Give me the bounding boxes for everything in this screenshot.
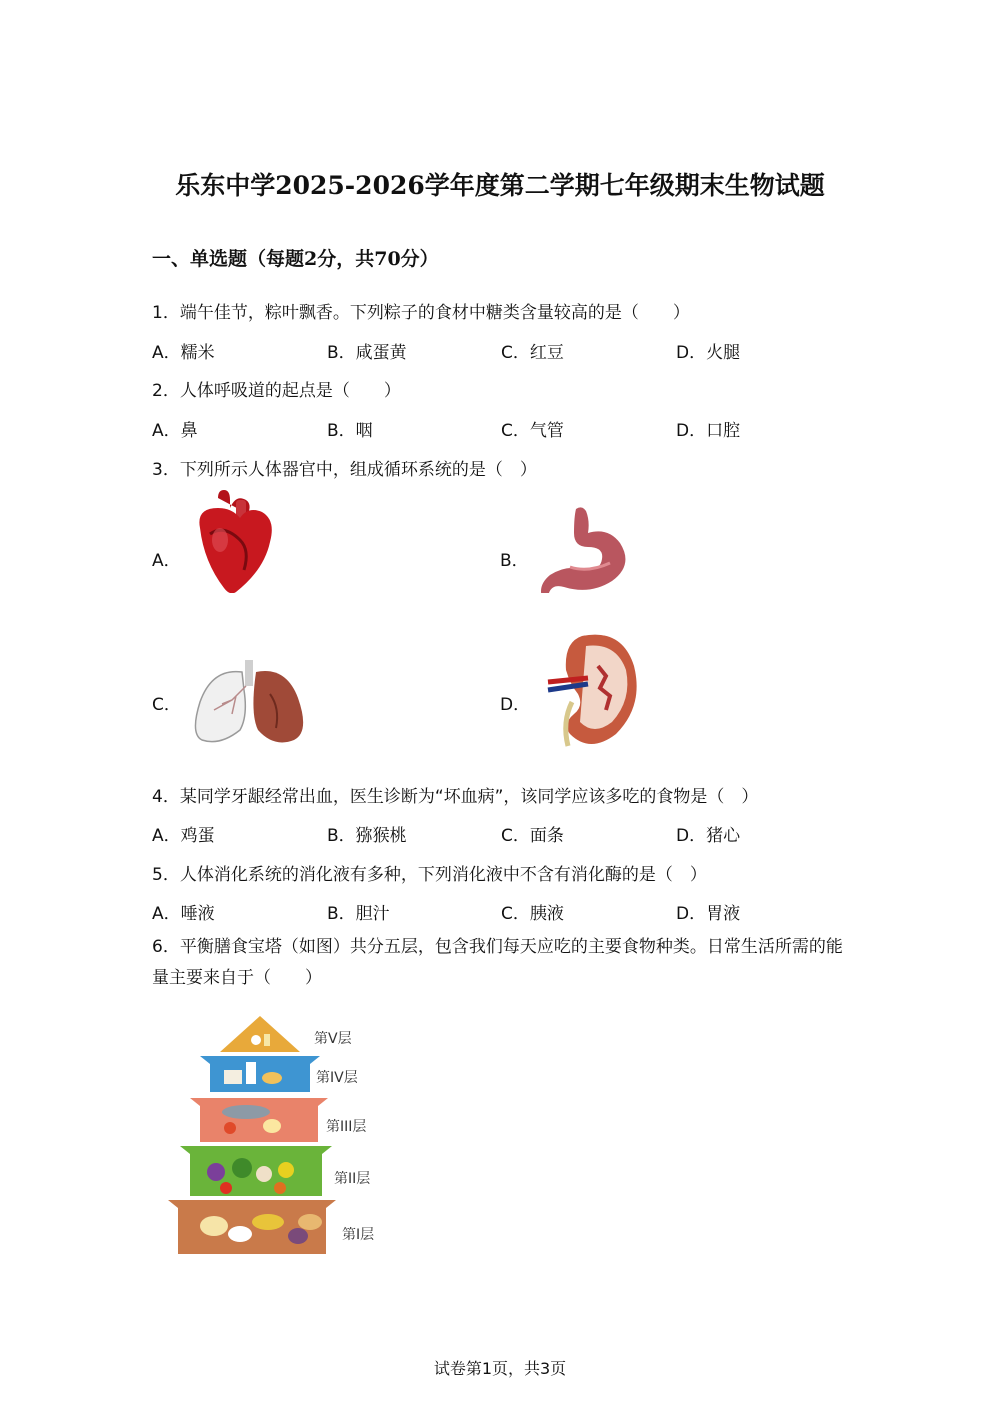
question-4-stem: 4．某同学牙龈经常出血，医生诊断为“坏血病”，该同学应该多吃的食物是（ ） <box>152 787 759 807</box>
lungs-image <box>190 658 308 744</box>
question-5-stem: 5．人体消化系统的消化液有多种，下列消化液中不含有消化酶的是（ ） <box>152 865 707 885</box>
stomach-image <box>540 505 632 593</box>
page-footer: 试卷第1页，共3页 <box>433 1359 567 1378</box>
food-pyramid-image <box>160 1012 400 1262</box>
pyramid-label-5: 第V层 <box>314 1031 352 1047</box>
section-heading: 一、单选题（每题2分，共70分） <box>152 248 439 270</box>
option-c: C．面条 <box>501 826 564 846</box>
option-a: A．糯米 <box>152 343 215 363</box>
pyramid-label-3: 第III层 <box>326 1119 367 1135</box>
option-b: B．胆汁 <box>327 904 390 924</box>
pyramid-level-4 <box>200 1056 320 1092</box>
option-d: D．口腔 <box>676 421 741 441</box>
page-title: 乐东中学2025-2026学年度第二学期七年级期末生物试题 <box>175 171 825 200</box>
pyramid-label-2: 第II层 <box>334 1171 371 1187</box>
pyramid-level-2 <box>180 1146 332 1196</box>
question-1-stem: 1．端午佳节，粽叶飘香。下列粽子的食材中糖类含量较高的是（ ） <box>152 303 690 323</box>
question-5-options <box>152 899 852 923</box>
option-a-label: A． <box>152 551 181 571</box>
question-6-stem: 6．平衡膳食宝塔（如图）共分五层，包含我们每天应吃的主要食物种类。日常生活所需的能量主要来自于（ ） <box>152 937 843 988</box>
option-c: C．气管 <box>501 421 564 441</box>
option-c: C．胰液 <box>501 904 564 924</box>
option-d: D．胃液 <box>676 904 741 924</box>
pyramid-label-1: 第I层 <box>342 1227 375 1243</box>
question-4-options <box>152 821 852 845</box>
option-b-label: B． <box>500 551 529 571</box>
option-c-label: C． <box>152 695 181 715</box>
question-2-stem: 2．人体呼吸道的起点是（ ） <box>152 381 401 401</box>
option-d: D．火腿 <box>676 343 741 363</box>
heart-image <box>190 488 275 593</box>
option-d: D．猪心 <box>676 826 741 846</box>
pyramid-level-3 <box>190 1098 328 1142</box>
option-d-label: D． <box>500 695 531 715</box>
option-a: A．鼻 <box>152 421 198 441</box>
option-b: B．咸蛋黄 <box>327 343 407 363</box>
option-b: B．猕猴桃 <box>327 826 407 846</box>
pyramid-level-5 <box>220 1016 300 1052</box>
pyramid-label-4: 第IV层 <box>316 1070 358 1086</box>
question-2-options <box>152 416 852 440</box>
kidney-image <box>542 630 640 748</box>
question-1-options <box>152 338 852 362</box>
question-3-stem: 3．下列所示人体器官中，组成循环系统的是（ ） <box>152 460 537 480</box>
option-b: B．咽 <box>327 421 373 441</box>
option-a: A．唾液 <box>152 904 215 924</box>
option-a: A．鸡蛋 <box>152 826 215 846</box>
option-c: C．红豆 <box>501 343 564 363</box>
